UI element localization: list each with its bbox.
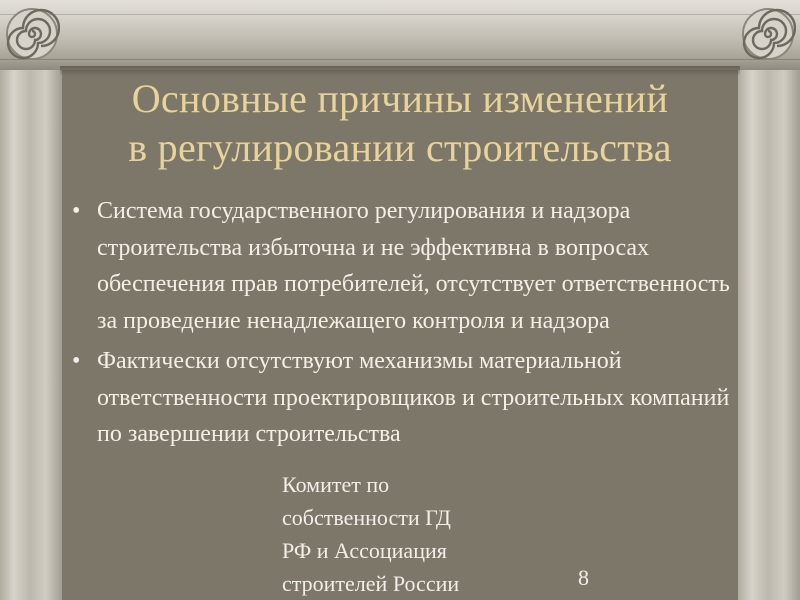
capital-band <box>0 14 800 60</box>
footer-line: Комитет по <box>282 472 390 497</box>
bullet-dot-icon: • <box>72 348 81 374</box>
spiral-volute-icon <box>740 6 796 62</box>
slide-title <box>62 74 738 172</box>
page-number: 8 <box>578 565 589 590</box>
bullet-text: Система государственного регулирования и надзора строительства избыточна и не эффективна в вопросах обеспечения прав потребителей, отсутствует ответственность за проведение ненадлежащего контроля и надзора <box>97 198 730 334</box>
slide-title-line-1: Основные причины изменений <box>131 76 669 121</box>
right-column <box>738 60 800 600</box>
list-item <box>72 193 732 339</box>
bullet-dot-icon: • <box>72 198 81 224</box>
left-column <box>0 60 62 600</box>
list-item <box>72 343 732 453</box>
footer-line: собственности ГД <box>282 505 451 530</box>
spiral-volute-icon <box>4 6 60 62</box>
column-capital <box>0 0 800 70</box>
footer-attribution <box>282 468 582 600</box>
footer-line: РФ и Ассоциация <box>282 538 447 563</box>
footer-line: строителей России <box>282 571 460 596</box>
bullet-text: Фактически отсутствуют механизмы материальной ответственности проектировщиков и строительных компаний по завершении строительства <box>97 348 730 447</box>
bullet-list <box>72 193 732 457</box>
slide-title-line-2: в регулировании строительства <box>128 125 672 170</box>
